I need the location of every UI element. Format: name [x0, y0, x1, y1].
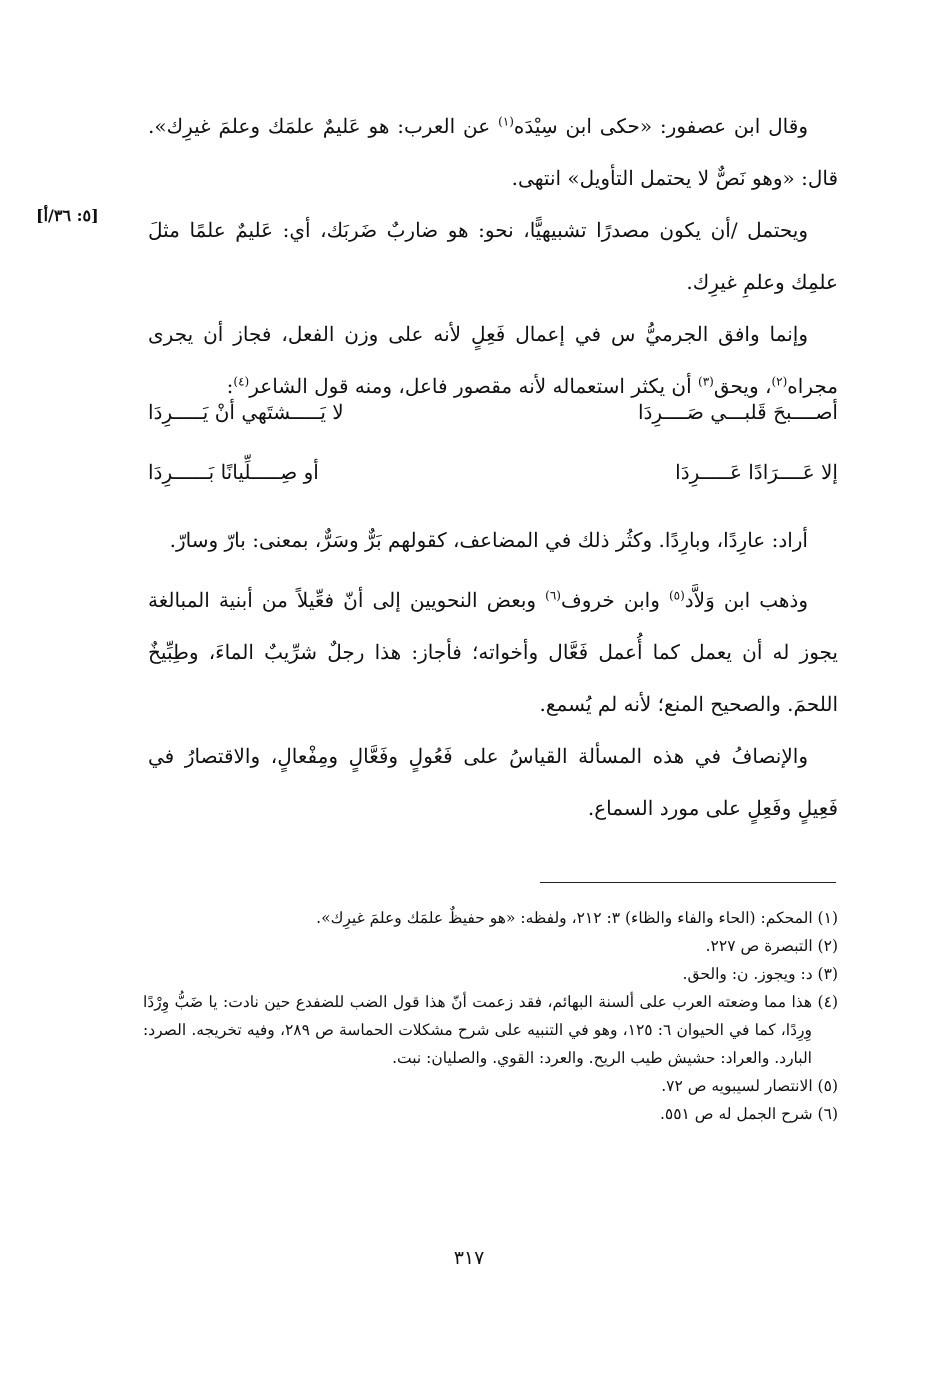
paragraph-ibn-usfur: وقال ابن عصفور: «حكى ابن سِيْدَه$^{(١)}$ عن العرب: هو عَليمٌ علمَك وعلمَ غيرِك». قال: «وهو نَصٌّ لا يحتمل التأويل» انتهى.: [148, 114, 838, 190]
page-number: ٣١٧: [453, 1247, 485, 1269]
verse-line-1: [148, 400, 838, 452]
footnotes: [143, 904, 838, 1128]
paragraph-arada: أراد: عارِدًا، وبارِدًا. وكثُر ذلك في المضاعف، كقولهم بَرٌّ وسَرٌّ، بمعنى: بارّ وسارّ.: [169, 528, 808, 552]
footnote-ref-3: (٣): [698, 374, 714, 389]
main-text-top: [148, 100, 838, 412]
paragraph-insaf: والإنصافُ في هذه المسألة القياسُ على فَعُولٍ وفَعَّالٍ ومِفْعالٍ، والاقتصارُ في فَعِيلٍ وفَعِلٍ على مورد السماع.: [148, 744, 838, 820]
footnote-4: (٤) هذا مما وضعته العرب على ألسنة البهائم، فقد زعمت أنّ هذا قول الضب للضفدع حين نادت: يا ضَبُّ وِرْدًا وِرِدًا، كما في الحيوان ٦: ١٢٥، وهو في التنبيه على شرح مشكلات الحماسة ص ٢٨٩، وفيه تخريجه. الصرد: البارد. والعراد: حشيش طيب الريح. والعرد: القوي. والصليان: نبت.: [143, 993, 838, 1067]
paragraph-jarmi: وإنما وافق الجرميُّ س في إعمال فَعِلٍ لأنه على وزن الفعل، فجاز أن يجرى مجراه$^{(٢)}$، ويحق$^{(٣)}$ أن يكثر استعماله لأنه مقصور فاعل، ومنه قول الشاعر$^{(٤)}$:: [148, 322, 838, 398]
footnote-3: (٣) د: ويجوز. ن: والحق.: [682, 965, 838, 983]
verse-1-second-hemistich: لا يَـــــشتَهي أنْ يَـــــرِدَا: [148, 400, 344, 424]
paragraph-tashbihi: ويحتمل /أن يكون مصدرًا تشبيهيًّا، نحو: هو ضاربٌ ضَربَك، أي: عَليمٌ علمًا مثلَ علمِك وعلمِ غيرِك.: [148, 218, 838, 294]
paragraph-ibn-wallad: وذهب ابن وَلاَّد$^{(٥)}$ وابن خروف$^{(٦)}$ وبعض النحويين إلى أنّ فعِّيلاً من أبنية المبالغة يجوز له أن يعمل كما أُعمل فَعَّال وأخواته؛ فأجاز: هذا رجلٌ شرِّيبٌ الماءَ، وطِبِّيخٌ اللحمَ. والصحيح المنع؛ لأنه لم يُسمع.: [148, 588, 838, 716]
main-text-bottom: [148, 514, 838, 834]
verse-2-first-hemistich: إلا عَــــرَادًا عَـــــرِدَا: [675, 460, 838, 484]
verse-1-first-hemistich: أصــــبحَ قَلبـــي صَــــرِدَا: [637, 400, 838, 424]
footnote-2: (٢) التبصرة ص ٢٢٧.: [705, 937, 838, 955]
footnote-ref-2: (٢): [771, 374, 788, 389]
footnote-separator: [540, 882, 836, 883]
footnote-1: (١) المحكم: (الحاء والفاء والظاء) ٣: ٢١٢، ولفظه: «هو حفيظٌ علمَك وعلمَ غيرِك».: [316, 909, 838, 927]
verse-2-second-hemistich: أو صِـــــلِّيانًا بَــــــرِدَا: [148, 460, 319, 484]
footnote-ref-4: (٤): [233, 374, 250, 389]
footnote-5: (٥) الانتصار لسيبويه ص ٧٢.: [661, 1077, 838, 1095]
footnote-6: (٦) شرح الجمل له ص ٥٥١.: [659, 1105, 838, 1123]
margin-reference: [٥: ٣٦/أ]: [36, 206, 99, 225]
footnote-ref-6: (٦): [545, 588, 561, 603]
footnote-ref-5: (٥): [668, 588, 685, 603]
footnote-ref-1: (١): [498, 114, 514, 129]
verse-line-2: [148, 460, 838, 512]
